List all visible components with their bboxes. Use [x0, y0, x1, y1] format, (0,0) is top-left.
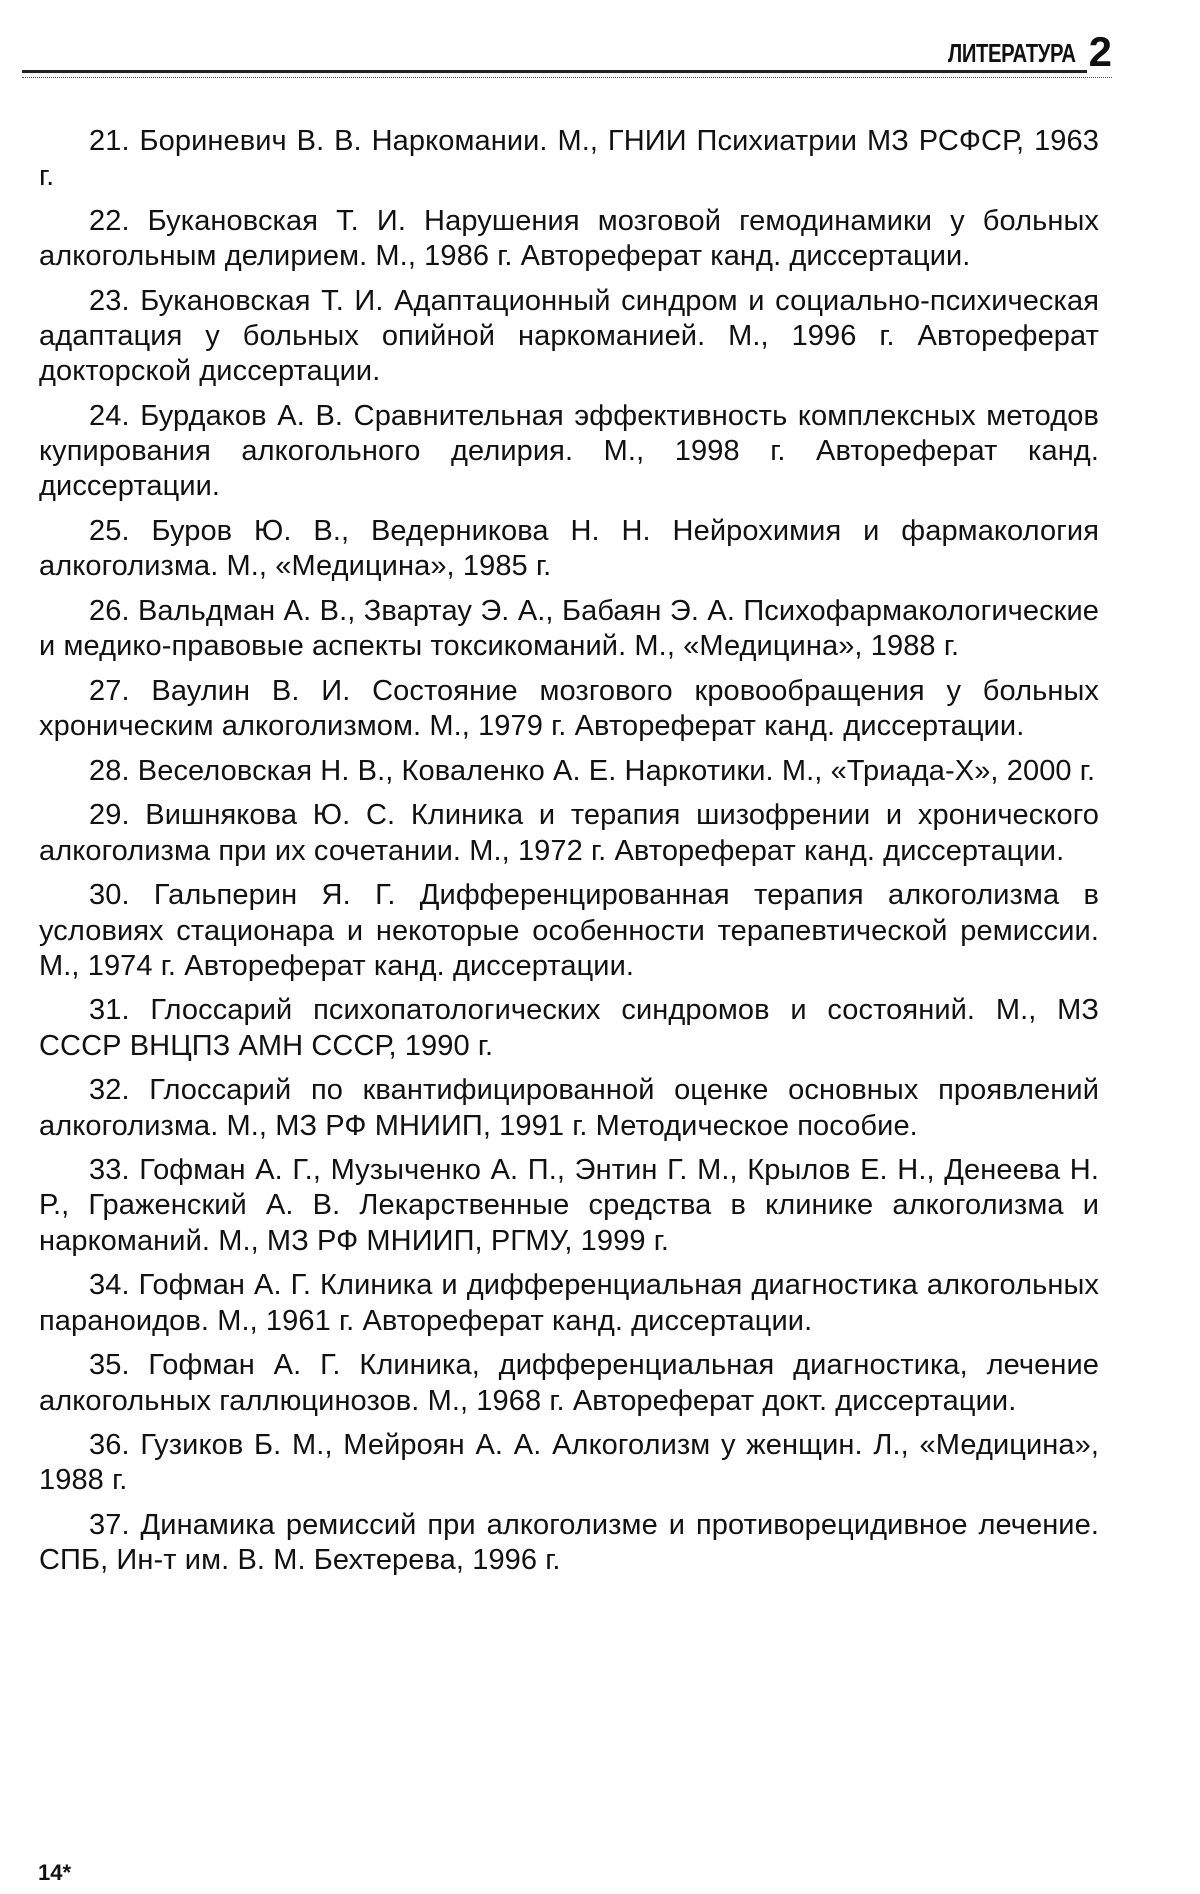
section-title: ЛИТЕРАТУРА	[944, 36, 1076, 70]
reference-item: 33. Гофман А. Г., Музыченко А. П., Энтин Г. М., Крылов Е. Н., Денеева Н. Р., Граженский А. В. Лекарственные средства в клинике алкоголизма и наркоманий. М., МЗ РФ МНИИП, РГМУ, 1999 г.	[39, 1154, 1099, 1257]
reference-item: 29. Вишнякова Ю. С. Клиника и терапия шизофрении и хронического алкоголизма при их сочетании. М., 1972 г. Автореферат канд. диссертации.	[39, 799, 1099, 867]
section-number: 2	[1088, 28, 1112, 75]
reference-item: 32. Глоссарий по квантифицированной оценке основных проявлений алкоголизма. М., МЗ РФ МНИИП, 1991 г. Методическое пособие.	[39, 1074, 1099, 1142]
sheet-signature: 14*	[38, 1860, 72, 1885]
reference-item: 24. Бурдаков А. В. Сравнительная эффективность комплексных методов купирования алкогольного делирия. М., 1998 г. Автореферат канд. диссертации.	[39, 399, 1099, 503]
reference-item: 35. Гофман А. Г. Клиника, дифференциальная диагностика, лечение алкогольных галлюцинозов. М., 1968 г. Автореферат докт. диссертации.	[39, 1349, 1099, 1417]
header-rule	[22, 70, 1112, 73]
reference-item: 37. Динамика ремиссий при алкоголизме и противорецидивное лечение. СПБ, Ин-т им. В. М. Бехтерева, 1996 г.	[39, 1509, 1099, 1577]
reference-item: 34. Гофман А. Г. Клиника и дифференциальная диагностика алкогольных параноидов. М., 1961 г. Автореферат канд. диссертации.	[39, 1269, 1099, 1337]
reference-item: 23. Букановская Т. И. Адаптационный синдром и социально-психическая адаптация у больных опийной наркоманией. М., 1996 г. Автореферат докторской диссертации.	[39, 284, 1099, 388]
reference-item: 25. Буров Ю. В., Ведерникова Н. Н. Нейрохимия и фармакология алкоголизма. М., «Медицина», 1985 г.	[39, 515, 1099, 583]
reference-item: 31. Глоссарий психопатологических синдромов и состояний. М., МЗ СССР ВНЦПЗ АМН СССР, 1990 г.	[39, 994, 1099, 1062]
reference-item: 30. Гальперин Я. Г. Дифференцированная терапия алкоголизма в условиях стационара и некоторые особенности терапевтической ремиссии. М., 1974 г. Автореферат канд. диссертации.	[39, 879, 1099, 982]
reference-item: 22. Букановская Т. И. Нарушения мозговой гемодинамики у больных алкогольным делирием. М., 1986 г. Автореферат канд. диссертации.	[39, 204, 1099, 273]
reference-list	[39, 124, 1099, 1588]
reference-item: 36. Гузиков Б. М., Мейроян А. А. Алкоголизм у женщин. Л., «Медицина», 1988 г.	[39, 1429, 1099, 1497]
reference-item: 26. Вальдман А. В., Звартау Э. А., Бабаян Э. А. Психофармакологические и медико-правовые аспекты токсикоманий. М., «Медицина», 1988 г.	[39, 594, 1099, 663]
reference-item: 21. Бориневич В. В. Наркомании. М., ГНИИ Психиатрии МЗ РСФСР, 1963 г.	[39, 125, 1099, 193]
reference-item: 28. Веселовская Н. В., Коваленко А. Е. Наркотики. М., «Триада-Х», 2000 г.	[89, 754, 1096, 787]
header-dotted-rule	[22, 77, 1112, 78]
running-header	[22, 30, 1112, 90]
reference-item: 27. Ваулин В. И. Состояние мозгового кровообращения у больных хроническим алкоголизмом. М., 1979 г. Автореферат канд. диссертации.	[39, 674, 1099, 743]
